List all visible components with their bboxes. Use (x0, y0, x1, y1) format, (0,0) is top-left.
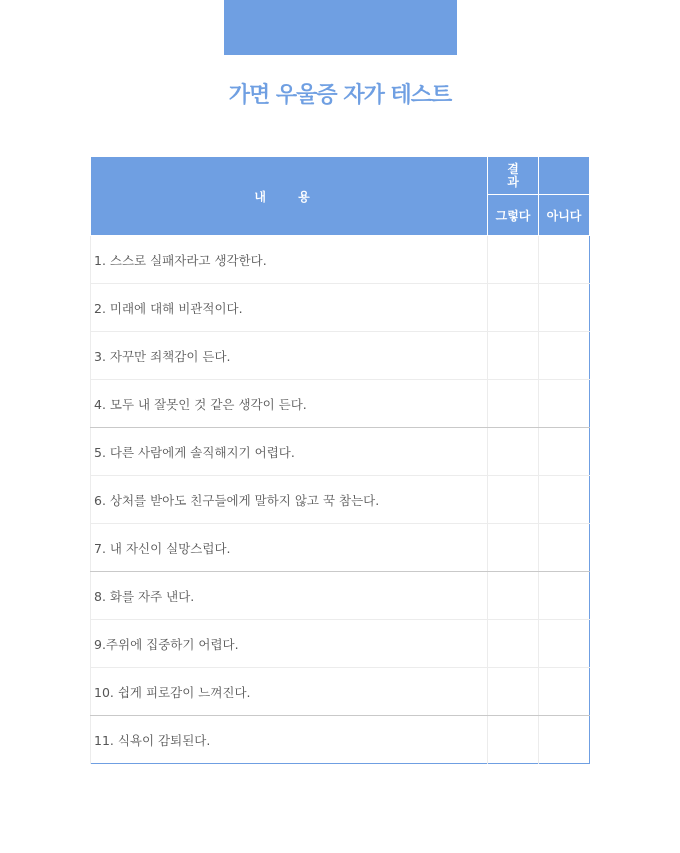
yes-cell[interactable] (488, 332, 539, 380)
question-text: 6. 상처를 받아도 친구들에게 말하지 않고 꾹 참는다. (91, 476, 488, 524)
yes-cell[interactable] (488, 380, 539, 428)
question-text: 9.주위에 집중하기 어렵다. (91, 620, 488, 668)
no-cell[interactable] (539, 236, 590, 284)
table-row (91, 716, 590, 764)
header-content: 내 용 (91, 157, 488, 236)
question-text: 4. 모두 내 잘못인 것 같은 생각이 든다. (91, 380, 488, 428)
table-row (91, 380, 590, 428)
table-row (91, 524, 590, 572)
table-row (91, 572, 590, 620)
header-result-line2: 과 (507, 174, 519, 189)
yes-cell[interactable] (488, 524, 539, 572)
yes-cell[interactable] (488, 572, 539, 620)
header-result (488, 157, 539, 195)
no-cell[interactable] (539, 716, 590, 764)
question-text: 1. 스스로 실패자라고 생각한다. (91, 236, 488, 284)
page-title: 가면 우울증 자가 테스트 (228, 83, 452, 108)
header-yes: 그렇다 (488, 195, 539, 236)
no-cell[interactable] (539, 284, 590, 332)
question-text: 10. 쉽게 피로감이 느껴진다. (91, 668, 488, 716)
header-no: 아니다 (539, 195, 590, 236)
no-cell[interactable] (539, 524, 590, 572)
no-cell[interactable] (539, 668, 590, 716)
header-result-line1: 결 (507, 161, 519, 176)
yes-cell[interactable] (488, 284, 539, 332)
no-cell[interactable] (539, 332, 590, 380)
no-cell[interactable] (539, 428, 590, 476)
yes-cell[interactable] (488, 428, 539, 476)
question-text: 5. 다른 사람에게 솔직해지기 어렵다. (91, 428, 488, 476)
yes-cell[interactable] (488, 668, 539, 716)
yes-cell[interactable] (488, 476, 539, 524)
question-text: 2. 미래에 대해 비관적이다. (91, 284, 488, 332)
table-row (91, 476, 590, 524)
header-banner (224, 0, 457, 55)
table-row (91, 236, 590, 284)
table-row (91, 668, 590, 716)
no-cell[interactable] (539, 476, 590, 524)
no-cell[interactable] (539, 572, 590, 620)
table-row (91, 284, 590, 332)
self-test-table (90, 156, 590, 764)
table-row (91, 332, 590, 380)
yes-cell[interactable] (488, 236, 539, 284)
yes-cell[interactable] (488, 716, 539, 764)
yes-cell[interactable] (488, 620, 539, 668)
question-text: 3. 자꾸만 죄책감이 든다. (91, 332, 488, 380)
question-text: 7. 내 자신이 실망스럽다. (91, 524, 488, 572)
no-cell[interactable] (539, 620, 590, 668)
question-text: 8. 화를 자주 낸다. (91, 572, 488, 620)
header-empty (539, 157, 590, 195)
table-row (91, 620, 590, 668)
question-text: 11. 식욕이 감퇴된다. (91, 716, 488, 764)
table-row (91, 428, 590, 476)
no-cell[interactable] (539, 380, 590, 428)
